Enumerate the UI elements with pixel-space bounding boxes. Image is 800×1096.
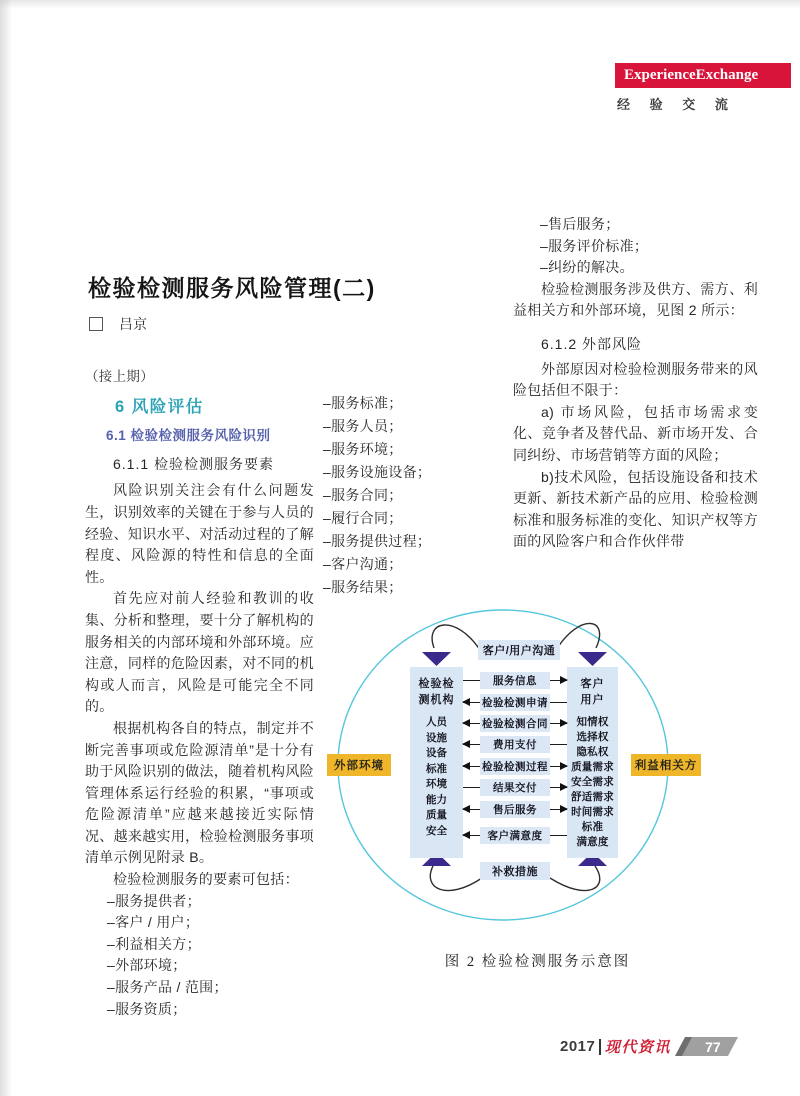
list-item: –纠纷的解决。: [540, 259, 634, 276]
paragraph: 检验检测服务涉及供方、需方、利益相关方和外部环境，见图 2 所示：: [513, 280, 758, 319]
arrow-left-icon: [463, 723, 480, 724]
list-item: –服务环境；: [323, 441, 403, 457]
flow-row-test-application: 检验检测申请: [463, 694, 567, 711]
service-elements-list-end: [513, 214, 758, 279]
footer-divider: [599, 1039, 601, 1055]
page-number: 77: [705, 1038, 721, 1055]
list-item: 人员: [426, 716, 447, 728]
testing-body-items: [410, 715, 463, 839]
footer-year: 2017: [560, 1038, 596, 1055]
customer-items: [567, 715, 618, 850]
connector-line: [463, 680, 480, 681]
list-item: 安全: [426, 824, 447, 837]
list-item: 能力: [426, 793, 447, 806]
arrow-left-icon: [463, 702, 480, 703]
list-item: 设施: [426, 731, 447, 744]
list-item: –服务人员；: [323, 418, 403, 434]
remedy-box: 补救措施: [480, 862, 550, 880]
service-elements-list: [85, 891, 314, 1021]
column-2: [323, 392, 521, 599]
scan-edge-top: [0, 0, 800, 9]
list-item: –服务评价标准；: [540, 237, 649, 254]
list-item: –服务标准；: [323, 395, 403, 411]
footer-brand: 现代资讯: [604, 1040, 671, 1056]
arrow-left-icon: [463, 835, 480, 836]
list-item: 知情权: [576, 716, 609, 728]
paragraph-b: b)技术风险，包括设施设备和技术更新、新技术新产品的应用、检验检测标准和服务标准的变化、知识产权等方面的风险客户和合作伙伴带: [513, 468, 758, 550]
list-item: –服务资质；: [107, 1000, 187, 1017]
page-footer: [560, 1036, 731, 1057]
curve-arrow-top-left: [432, 625, 480, 650]
heading-6-1: 6.1 检验检测服务风险识别: [106, 428, 271, 444]
curve-arrow-bottom-left: [430, 866, 482, 891]
list-item: –服务产品 / 范围；: [107, 979, 228, 996]
customer-title: 客户 用户: [580, 678, 605, 706]
arrow-right-icon: [550, 680, 567, 681]
list-item: –外部环境；: [107, 957, 187, 974]
flow-row-test-contract: 检验检测合同: [463, 715, 567, 732]
list-item: –客户 / 用户；: [107, 914, 200, 931]
external-environment-tag: 外部环境: [327, 754, 391, 776]
flow-row-result-delivery: 结果交付: [463, 779, 567, 796]
connector-line: [550, 744, 567, 745]
flow-row-after-sales: 售后服务: [463, 801, 567, 818]
list-item: 舒适需求: [571, 791, 614, 803]
list-lead: 检验检测服务的要素可包括：: [113, 871, 299, 888]
author-square-icon: [89, 317, 103, 331]
scan-edge-left: [0, 0, 12, 1096]
curve-arrow-bottom-right: [550, 866, 600, 891]
heading-6: 6 风险评估: [115, 397, 204, 416]
page-number-badge: [681, 1037, 731, 1056]
paragraph: 首先应对前人经验和教训的收集、分析和整理，要十分了解机构的服务相关的内部环境和外部环境。应注意，同样的危险因素，对不同的机构或人而言，风险是可能完全不同的。: [85, 590, 314, 715]
paragraph: 风险识别关注会有什么问题发生，识别效率的关键在于参与人员的经验、知识水平、对活动过程的了解程度、风险源的特性和信息的全面性。: [85, 482, 314, 585]
list-item: 标准: [581, 821, 604, 833]
list-item: –服务合同；: [323, 487, 403, 503]
arrow-left-icon: [463, 809, 480, 810]
list-item: –客户沟通；: [323, 556, 403, 572]
list-item: –服务设施设备；: [323, 464, 432, 480]
list-item: –利益相关方；: [107, 935, 201, 952]
paragraph: 外部原因对检验检测服务带来的风险包括但不限于：: [513, 360, 758, 399]
arrow-right-icon: [550, 787, 567, 788]
arrow-right-icon: [550, 723, 567, 724]
author-name: 吕京: [119, 316, 147, 332]
purple-arrowhead-down-right: [578, 652, 607, 666]
connector-line: [550, 835, 567, 836]
paragraph-a: a) 市场风险，包括市场需求变化、竞争者及替代品、新市场开发、合同纠纷、市场营销等方面的风险；: [513, 403, 758, 463]
continued-note: （接上期）: [85, 369, 154, 384]
list-item: –服务结果；: [323, 579, 403, 595]
arrow-right-icon: [550, 809, 567, 810]
list-item: 质量需求: [571, 761, 614, 773]
curve-arrow-top-right: [556, 623, 600, 650]
flow-row-service-info: 服务信息: [463, 672, 567, 689]
testing-body-box: [410, 667, 463, 858]
flow-row-test-process: 检验检测过程: [463, 758, 567, 775]
list-item: 隐私权: [576, 746, 609, 758]
list-item: 设备: [426, 747, 447, 759]
arrow-left-icon: [463, 766, 480, 767]
list-item: –履行合同；: [323, 510, 403, 526]
list-item: 质量: [426, 809, 447, 821]
article-title: 检验检测服务风险管理(二): [88, 275, 376, 301]
stakeholders-tag: 利益相关方: [631, 754, 701, 776]
flow-row-fee-payment: 费用支付: [463, 736, 567, 753]
list-item: 安全需求: [571, 776, 614, 788]
heading-6-1-1: 6.1.1 检验检测服务要素: [113, 455, 275, 472]
list-item: 选择权: [576, 731, 609, 743]
figure-caption: 图 2 检验检测服务示意图: [444, 954, 631, 970]
testing-body-title: 检验检 测机构: [418, 678, 455, 706]
column-1: [85, 366, 314, 1020]
service-elements-list-cont: [323, 392, 521, 599]
arrow-right-icon: [550, 766, 567, 767]
figure-2-diagram: [330, 598, 745, 963]
flow-row-satisfaction: 客户满意度: [463, 827, 567, 844]
arrow-left-icon: [463, 744, 480, 745]
column-3: [513, 214, 758, 553]
section-banner: [615, 63, 791, 88]
section-banner-cn: 经 验 交 流: [617, 97, 736, 112]
list-item: –服务提供者；: [107, 892, 201, 909]
list-item: 环境: [426, 778, 447, 790]
list-item: –服务提供过程；: [323, 533, 432, 549]
list-item: –售后服务；: [540, 216, 620, 232]
connector-line: [463, 787, 480, 788]
list-item: 时间需求: [571, 806, 614, 818]
section-banner-en: ExperienceExchange: [624, 67, 759, 83]
author-line: [89, 314, 147, 334]
heading-6-1-2: 6.1.2 外部风险: [541, 335, 643, 352]
paragraph: 根据机构各自的特点，制定并不断完善事项或危险源清单”是十分有助于风险识别的做法，随着机构风险管理体系运行经验的积累，“事项或危险源清单”应越来越接近实际情况、越来越实用，检验检测服务事项清单示例见附录 B。: [85, 719, 314, 866]
customer-box: [567, 667, 618, 858]
list-item: 标准: [426, 762, 447, 775]
list-item: 满意度: [576, 836, 609, 848]
purple-arrowhead-down-left: [422, 652, 451, 666]
communication-box: 客户/用户沟通: [478, 640, 560, 660]
connector-line: [550, 702, 567, 703]
